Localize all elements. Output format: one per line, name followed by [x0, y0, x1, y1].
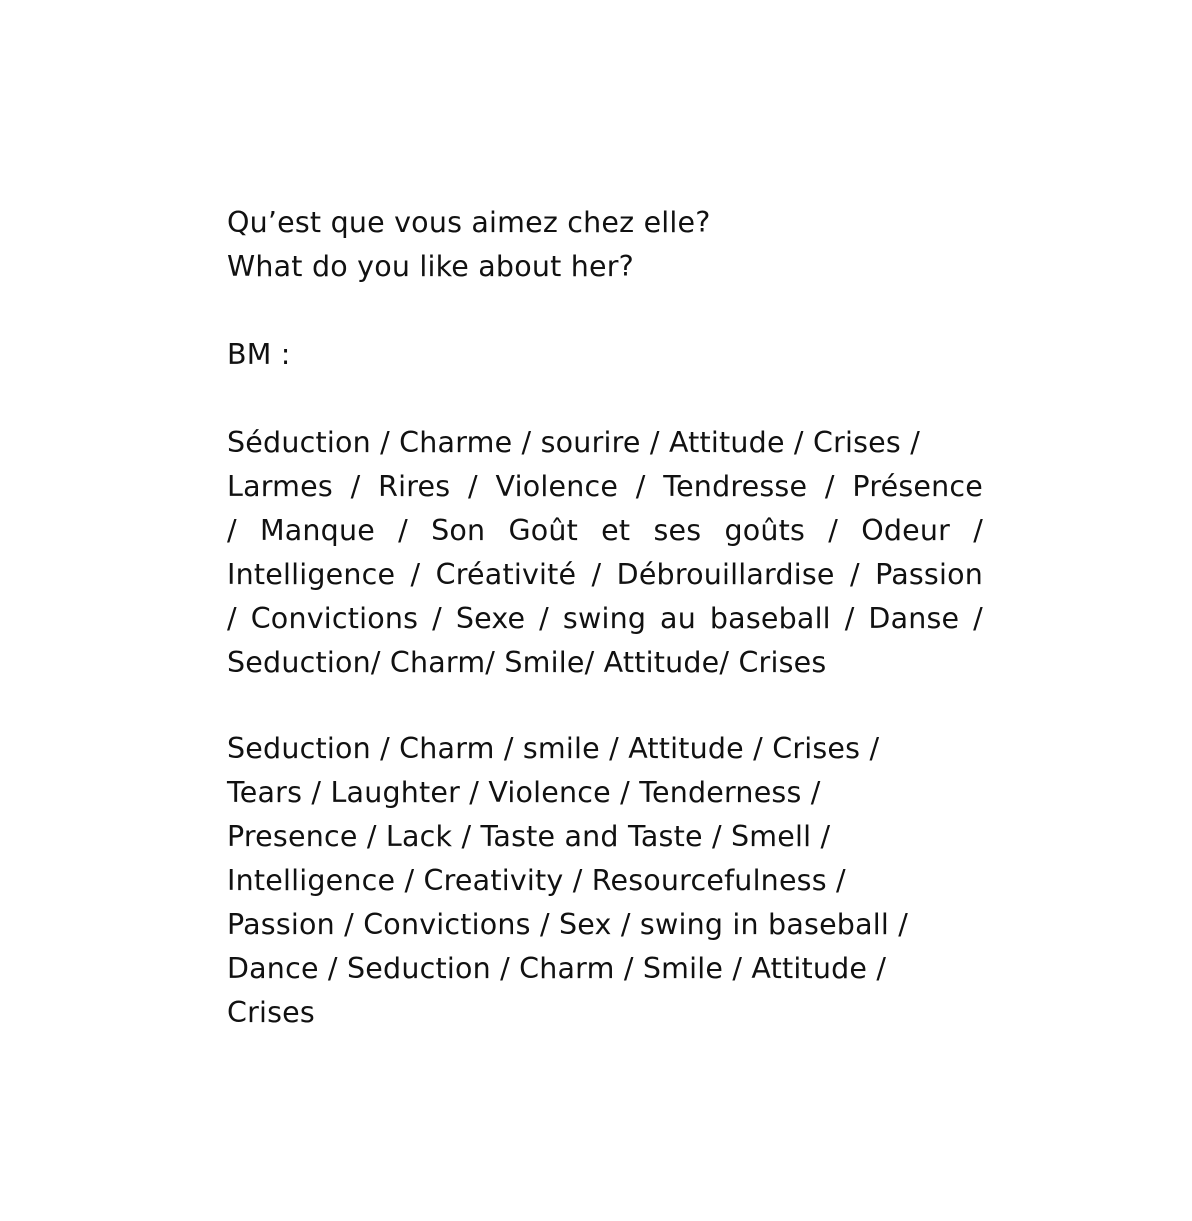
answer-english-line: Crises — [227, 996, 315, 1029]
answer-french-line: Seduction/ Charm/ Smile/ Attitude/ Crises — [227, 646, 827, 679]
answer-french-line: / Manque / Son Goût et ses goûts / Odeur / — [227, 514, 983, 547]
question-french: Qu’est que vous aimez chez elle? — [227, 206, 711, 239]
answer-english-line: Intelligence / Creativity / Resourcefulness / — [227, 864, 846, 897]
answer-french-line: / Convictions / Sexe / swing au baseball / Danse / — [227, 602, 983, 635]
question-block — [227, 201, 983, 289]
answer-english-line: Tears / Laughter / Violence / Tenderness / — [227, 776, 821, 809]
speaker-block — [227, 333, 983, 377]
answer-english-line: Presence / Lack / Taste and Taste / Smell / — [227, 820, 831, 853]
answer-english — [227, 727, 983, 1035]
answer-french-line: Séduction / Charme / sourire / Attitude / Crises / — [227, 426, 921, 459]
answer-english-line: Passion / Convictions / Sex / swing in baseball / — [227, 908, 909, 941]
answer-french — [227, 421, 983, 685]
answer-english-line: Seduction / Charm / smile / Attitude / Crises / — [227, 732, 880, 765]
answer-french-line: Intelligence / Créativité / Débrouillardise / Passion — [227, 558, 983, 591]
question-english: What do you like about her? — [227, 250, 635, 283]
answer-english-line: Dance / Seduction / Charm / Smile / Attitude / — [227, 952, 887, 985]
speaker-label: BM : — [227, 338, 291, 371]
answer-french-line: Larmes / Rires / Violence / Tendresse / Présence — [227, 470, 983, 503]
